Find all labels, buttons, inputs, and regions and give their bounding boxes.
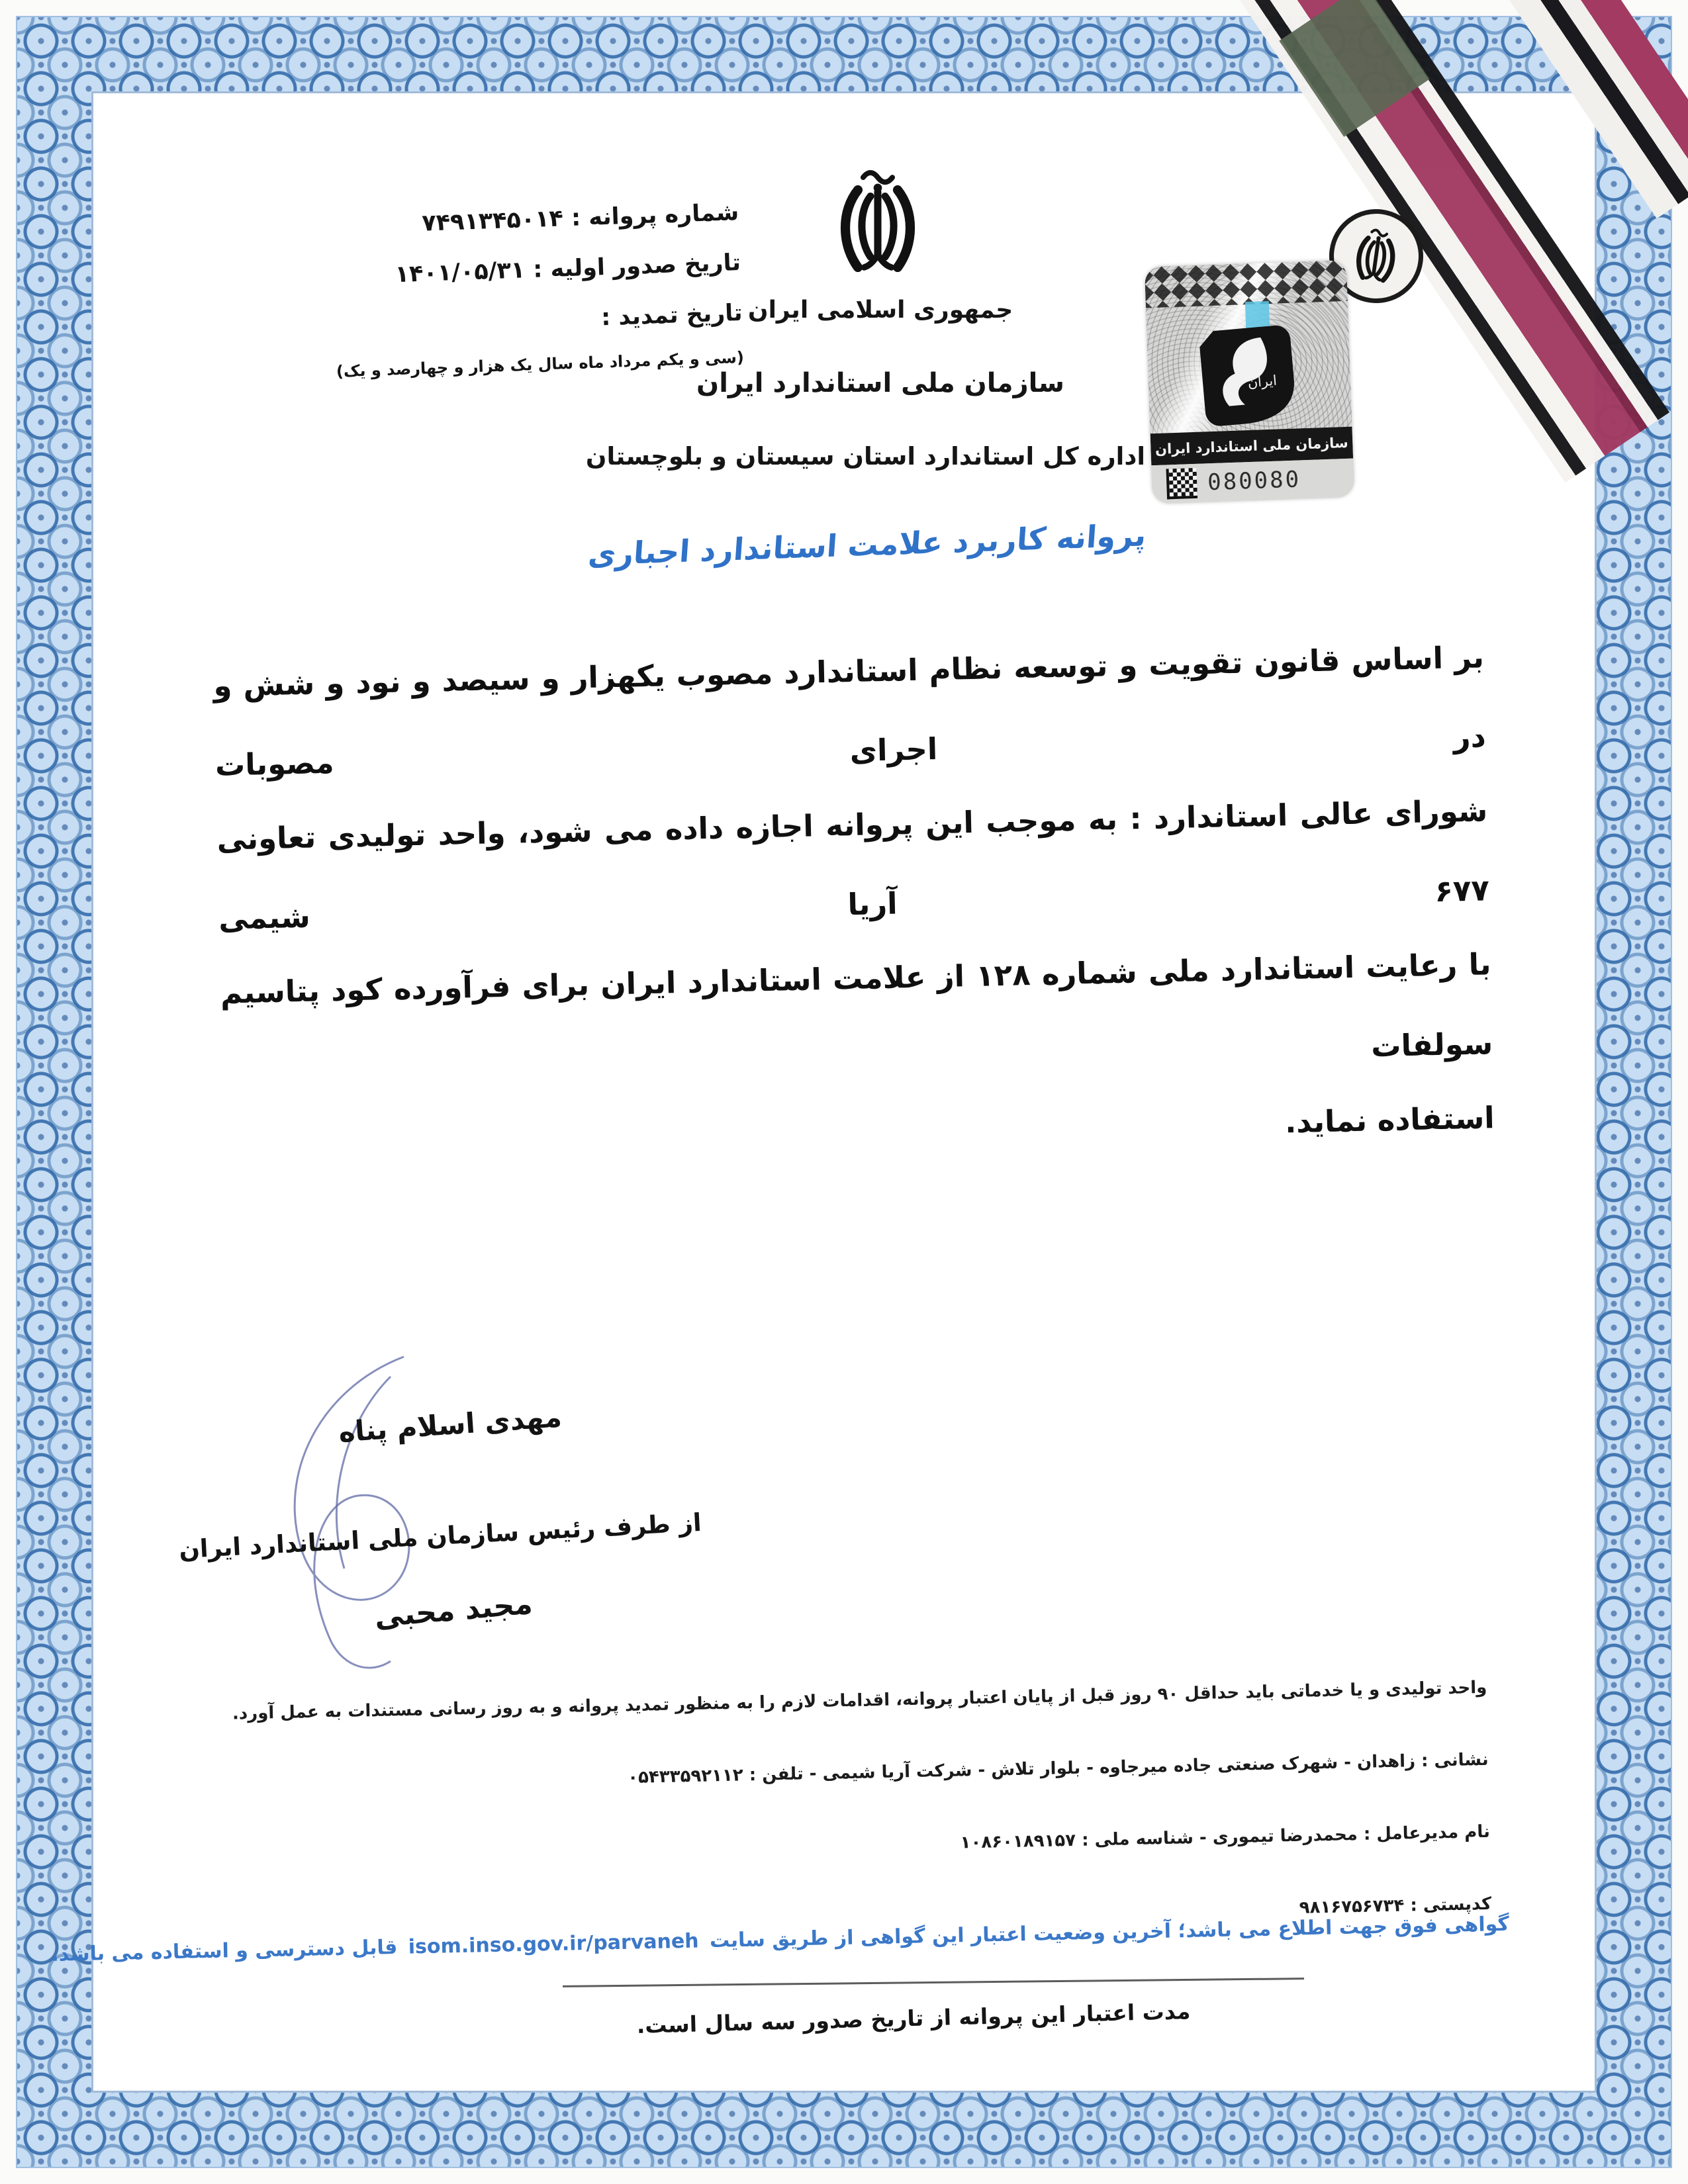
hologram-sticker (1145, 260, 1354, 504)
issue-date-value: ۱۴۰۱/۰۵/۳۱ (395, 257, 526, 289)
signature-deputy-name: مهدی اسلام پناه (337, 1400, 563, 1449)
hologram-ornament-band (1145, 260, 1348, 308)
disclaimer-prefix: گواهی فوق جهت اطلاع می باشد؛ آخرین وضعیت اعتبار این گواهی از طریق سایت (709, 1912, 1510, 1953)
header-provincial-office: اداره کل استاندارد استان سیستان و بلوچستان (585, 442, 1145, 471)
iran-national-emblem-icon (825, 164, 930, 281)
body-line-3: با رعایت استاندارد ملی شماره ۱۲۸ از علامت استاندارد ایران برای فرآورده کود پتاسیم سولفات (220, 946, 1493, 1064)
body-line-4: استفاده نماید. (1284, 1100, 1495, 1140)
issue-date-in-words: (سی و یکم مرداد ماه سال یک هزار و چهارصد و یک) (336, 347, 745, 381)
disclaimer-suffix: قابل دسترسی و استفاده می باشد. (50, 1935, 398, 1966)
isiri-logo-icon (1194, 320, 1303, 429)
hologram-org-text: سازمان ملی استاندارد ایران (1154, 434, 1349, 458)
footer-address: نشانی : زاهدان - شهرک صنعتی جاده میرجاوه - بلوار تلاش - شرکت آریا شیمی - تلفن : ۰۵۴۳۳۵۹۲۱۱۲ (627, 1749, 1489, 1788)
footer-renewal-notice: واحد تولیدی و یا خدماتی باید حداقل ۹۰ روز قبل از پایان اعتبار پروانه، اقدامات لازم را به منظور تمدید پروانه و به روز رسانی مستندات به عمل آورد. (232, 1677, 1487, 1724)
renewal-date-label: تاریخ تمدید : (600, 299, 743, 332)
verification-url[interactable]: isom.inso.gov.ir/parvaneh (408, 1929, 699, 1959)
footer-director: نام مدیرعامل : محمدرضا تیموری - شناسه ملی : ۱۰۸۶۰۱۸۹۱۵۷ (960, 1821, 1491, 1853)
body-line-2: شورای عالی استاندارد : به موجب این پروانه اجازه داده می شود، واحد تولیدی تعاونی ۶۷۷ آریا شیمی (216, 793, 1490, 936)
certificate-body (212, 617, 1495, 1186)
license-number-label: شماره پروانه : (571, 199, 739, 232)
issue-date-label: تاریخ صدور اولیه : (532, 249, 741, 283)
header-organization: سازمان ملی استاندارد ایران (696, 368, 1064, 398)
signature-signer-name: مجید محبی (373, 1586, 534, 1635)
license-meta-block (336, 187, 745, 388)
signature-on-behalf-line: از طرف رئیس سازمان ملی استاندارد ایران (178, 1508, 702, 1565)
hologram-serial-row (1151, 459, 1354, 504)
hologram-serial-number: 080080 (1207, 466, 1301, 496)
footer-postal-code: کدپستی : ۹۸۱۶۷۵۶۷۳۴ (1299, 1893, 1492, 1918)
header-country: جمهوری اسلامی ایران (747, 296, 1013, 324)
license-number-value: ۷۴۹۱۳۴۵۰۱۴ (421, 205, 564, 237)
body-line-1: بر اساس قانون تقویت و توسعه نظام استاندارد مصوب یکهزار و سیصد و نود و شش و در اجرای مصوبات (212, 639, 1487, 783)
validity-statement: مدت اعتبار این پروانه از تاریخ صدور سه سال است. (636, 1998, 1191, 2038)
iran-emblem-icon (1342, 222, 1409, 289)
certificate-title: پروانه کاربرد علامت استاندارد اجباری (586, 517, 1148, 572)
svg-text:ایران: ایران (1246, 372, 1278, 391)
datamatrix-code-icon (1166, 468, 1198, 500)
